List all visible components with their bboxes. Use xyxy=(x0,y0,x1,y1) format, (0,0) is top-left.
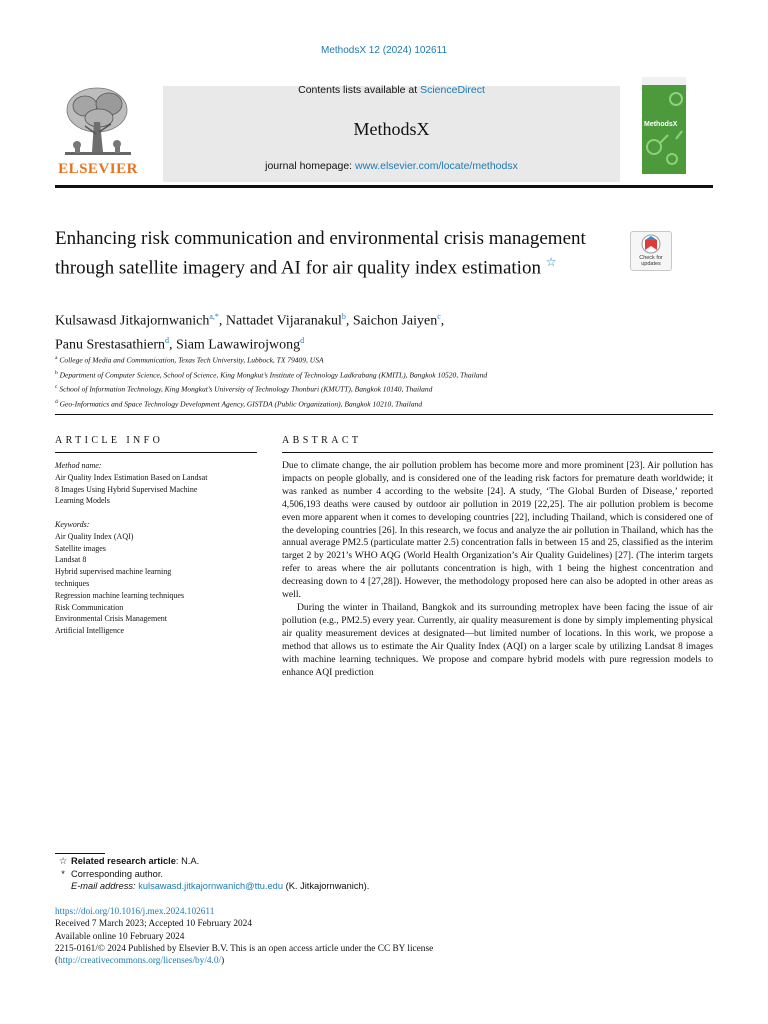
author-affiliation-mark[interactable]: d xyxy=(165,335,170,345)
affiliation-text: Department of Computer Science, School of Science, King Mongkut’s Institute of Technology Ladkrabang (KMITL), Bangkok 10520, Thailand xyxy=(57,370,488,379)
article-title-text: Enhancing risk communication and environmental crisis management through satellite imagery and AI for air quality index estimation xyxy=(55,228,586,278)
elsevier-wordmark: ELSEVIER xyxy=(58,161,138,177)
footnote-rule xyxy=(55,853,105,854)
abstract-paragraph-2: During the winter in Thailand, Bangkok and its surrounding metroplex have been facing the issue of air pollution (e.g., PM2.5) every year. Currently, air quality measurement is done by simply implementing physical air quality measurement devices at designated—but limited number of locations. In this work, we propose a method that allows us to estimate the Air Quality Index (AQI) on a larger scale by utilizing Landsat 8 images with machine learning techniques. We propose and compare hybrid models with pure regression models to enhance AQI prediction xyxy=(282,601,713,678)
affiliation-mark: b xyxy=(55,369,58,376)
keyword-item: Satellite images xyxy=(55,543,106,553)
abstract-heading: ABSTRACT xyxy=(282,435,362,446)
homepage-prefix: journal homepage: xyxy=(265,160,356,172)
journal-homepage-line xyxy=(163,160,620,172)
journal-name: MethodsX xyxy=(353,119,430,139)
author-affiliation-mark[interactable]: d xyxy=(300,335,305,345)
keyword-item: Landsat 8 xyxy=(55,555,87,565)
affiliation-mark: d xyxy=(55,398,58,405)
copyright-line: 2215-0161/© 2024 Published by Elsevier B.V. This is an open access article under the CC BY license xyxy=(55,943,434,954)
keyword-item: Artificial Intelligence xyxy=(55,626,125,636)
license-link[interactable]: http://creativecommons.org/licenses/by/4.0/ xyxy=(58,956,222,967)
related-article-note xyxy=(55,855,555,868)
cover-title: MethodsX xyxy=(644,121,678,128)
corresponding-author-text: Corresponding author. xyxy=(71,868,163,879)
title-footnote-star-icon[interactable]: ☆ xyxy=(545,254,557,269)
footnotes xyxy=(55,855,555,893)
affiliation-item xyxy=(55,352,705,367)
author-affiliation-mark[interactable]: c xyxy=(437,312,441,321)
keyword-item: Environmental Crisis Management xyxy=(55,614,167,624)
corresponding-asterisk: * xyxy=(61,868,65,879)
email-link[interactable]: kulsawasd.jitkajornwanich@ttu.edu xyxy=(138,881,284,891)
related-article-value: : N.A. xyxy=(175,856,200,866)
journal-cover-thumbnail[interactable] xyxy=(642,77,686,174)
method-name-label: Method name: xyxy=(55,461,102,470)
keywords-list xyxy=(55,531,235,637)
header-rule xyxy=(55,185,713,188)
related-article-label: Related research article xyxy=(71,856,176,866)
license-open-paren: ( xyxy=(55,956,59,967)
sciencedirect-link[interactable]: ScienceDirect xyxy=(420,84,485,96)
affiliation-mark: c xyxy=(55,384,58,390)
author-separator: , xyxy=(440,313,445,329)
title-block-rule xyxy=(55,414,713,415)
affiliation-item xyxy=(55,367,705,382)
method-name-line: 8 Images Using Hybrid Supervised Machine xyxy=(55,484,198,494)
journal-citation[interactable]: MethodsX 12 (2024) 102611 xyxy=(320,45,447,56)
license-line xyxy=(55,955,555,967)
affiliation-text: School of Information Technology, King Mongkut’s University of Technology Thonburi (KMUTT), Bangkok 10140, Thailand xyxy=(57,384,433,394)
author-separator: , xyxy=(169,337,177,353)
method-name-line: Learning Models xyxy=(55,496,110,506)
keywords-label: Keywords: xyxy=(55,520,90,529)
author-separator: , xyxy=(345,313,353,329)
homepage-link[interactable]: www.elsevier.com/locate/methodsx xyxy=(355,160,518,172)
publication-info xyxy=(55,906,555,967)
email-suffix: (K. Jitkajornwanich). xyxy=(283,881,370,891)
author-list xyxy=(55,307,655,354)
affiliation-item xyxy=(55,396,705,411)
method-name-value xyxy=(55,472,235,507)
affiliation-item xyxy=(55,381,705,396)
check-for-updates-label: Check for updates xyxy=(639,255,663,267)
article-info-rule xyxy=(55,452,257,453)
keyword-item: Hybrid supervised machine learning xyxy=(55,567,172,577)
abstract-rule xyxy=(282,452,713,453)
article-title xyxy=(55,227,595,279)
affiliation-mark: a xyxy=(55,355,58,361)
author-affiliation-mark[interactable]: b xyxy=(341,312,346,321)
keyword-item: techniques xyxy=(55,578,90,588)
email-label: E-mail address: xyxy=(71,881,136,891)
affiliation-text: College of Media and Communication, Texas Tech University, Lubbock, TX 79409, USA xyxy=(57,355,324,365)
article-info-heading: ARTICLE INFO xyxy=(55,435,164,446)
author-name[interactable]: Kulsawasd Jitkajornwanich xyxy=(55,313,210,329)
author-name[interactable]: Nattadet Vijaranakul xyxy=(225,313,342,329)
keywords-block xyxy=(55,519,235,637)
keyword-item: Air Quality Index (AQI) xyxy=(55,531,134,541)
affiliation-text: Geo-Informatics and Space Technology Development Agency, GISTDA (Public Organization), Bangkok 10210, Thailand xyxy=(57,399,423,408)
check-for-updates-badge[interactable] xyxy=(630,231,672,271)
author-separator: , xyxy=(218,313,226,329)
author-name[interactable]: Panu Srestasathiern xyxy=(55,337,166,353)
abstract-paragraph-1: Due to climate change, the air pollution problem has become more and more prominent [23]. Air pollution has impacts on people globally, and is considered one of the leading risk factors for premature death worldwide; it was ranked as number 4 according to the website [24]. A study, ‘The Global Burden of Disease,’ reported 4,506,193 deaths were caused by outdoor air pollution in 2019 [22,25]. The air pollution problem is become even more apparent when it comes to developing countries [22], including Thailand, which is considered one of the developing countries [26]. In this research, we focus and analyze the air pollution in Thailand, which has the annual average PM2.5 (particulate matter 2.5) concentration falls in between 15 and 25, classified as the interim target 2 by 2021’s WHO AQG (World Health Organization’s Air Quality Guidelines) [27]. (The interim targets refer to areas where the air pollutants concentration is high, with 1 being the highest concentration and decreasing down to 4 [27,28]). However, the methodology proposed here can also be adopted in other areas as well. xyxy=(282,460,713,601)
contents-line xyxy=(163,84,620,96)
author-name[interactable]: Saichon Jaiyen xyxy=(352,313,438,329)
method-name-line: Air Quality Index Estimation Based on Landsat xyxy=(55,472,208,482)
abstract-body xyxy=(282,460,713,679)
received-dates: Received 7 March 2023; Accepted 10 February 2024 xyxy=(55,919,252,930)
affiliation-list xyxy=(55,352,705,410)
doi-link[interactable]: https://doi.org/10.1016/j.mex.2024.102611 xyxy=(55,907,215,917)
method-name-block xyxy=(55,460,235,507)
related-star-icon: ☆ xyxy=(58,856,68,866)
contents-prefix: Contents lists available at xyxy=(298,84,421,96)
email-note xyxy=(55,880,555,893)
author-name[interactable]: Siam Lawawirojwong xyxy=(176,337,301,353)
corresponding-author-note xyxy=(55,868,555,881)
keyword-item: Regression machine learning techniques xyxy=(55,590,185,600)
author-affiliation-mark[interactable]: a,* xyxy=(209,312,219,321)
keyword-item: Risk Communication xyxy=(55,602,124,612)
license-close-paren: ) xyxy=(221,956,225,967)
available-online-date: Available online 10 February 2024 xyxy=(55,931,185,942)
